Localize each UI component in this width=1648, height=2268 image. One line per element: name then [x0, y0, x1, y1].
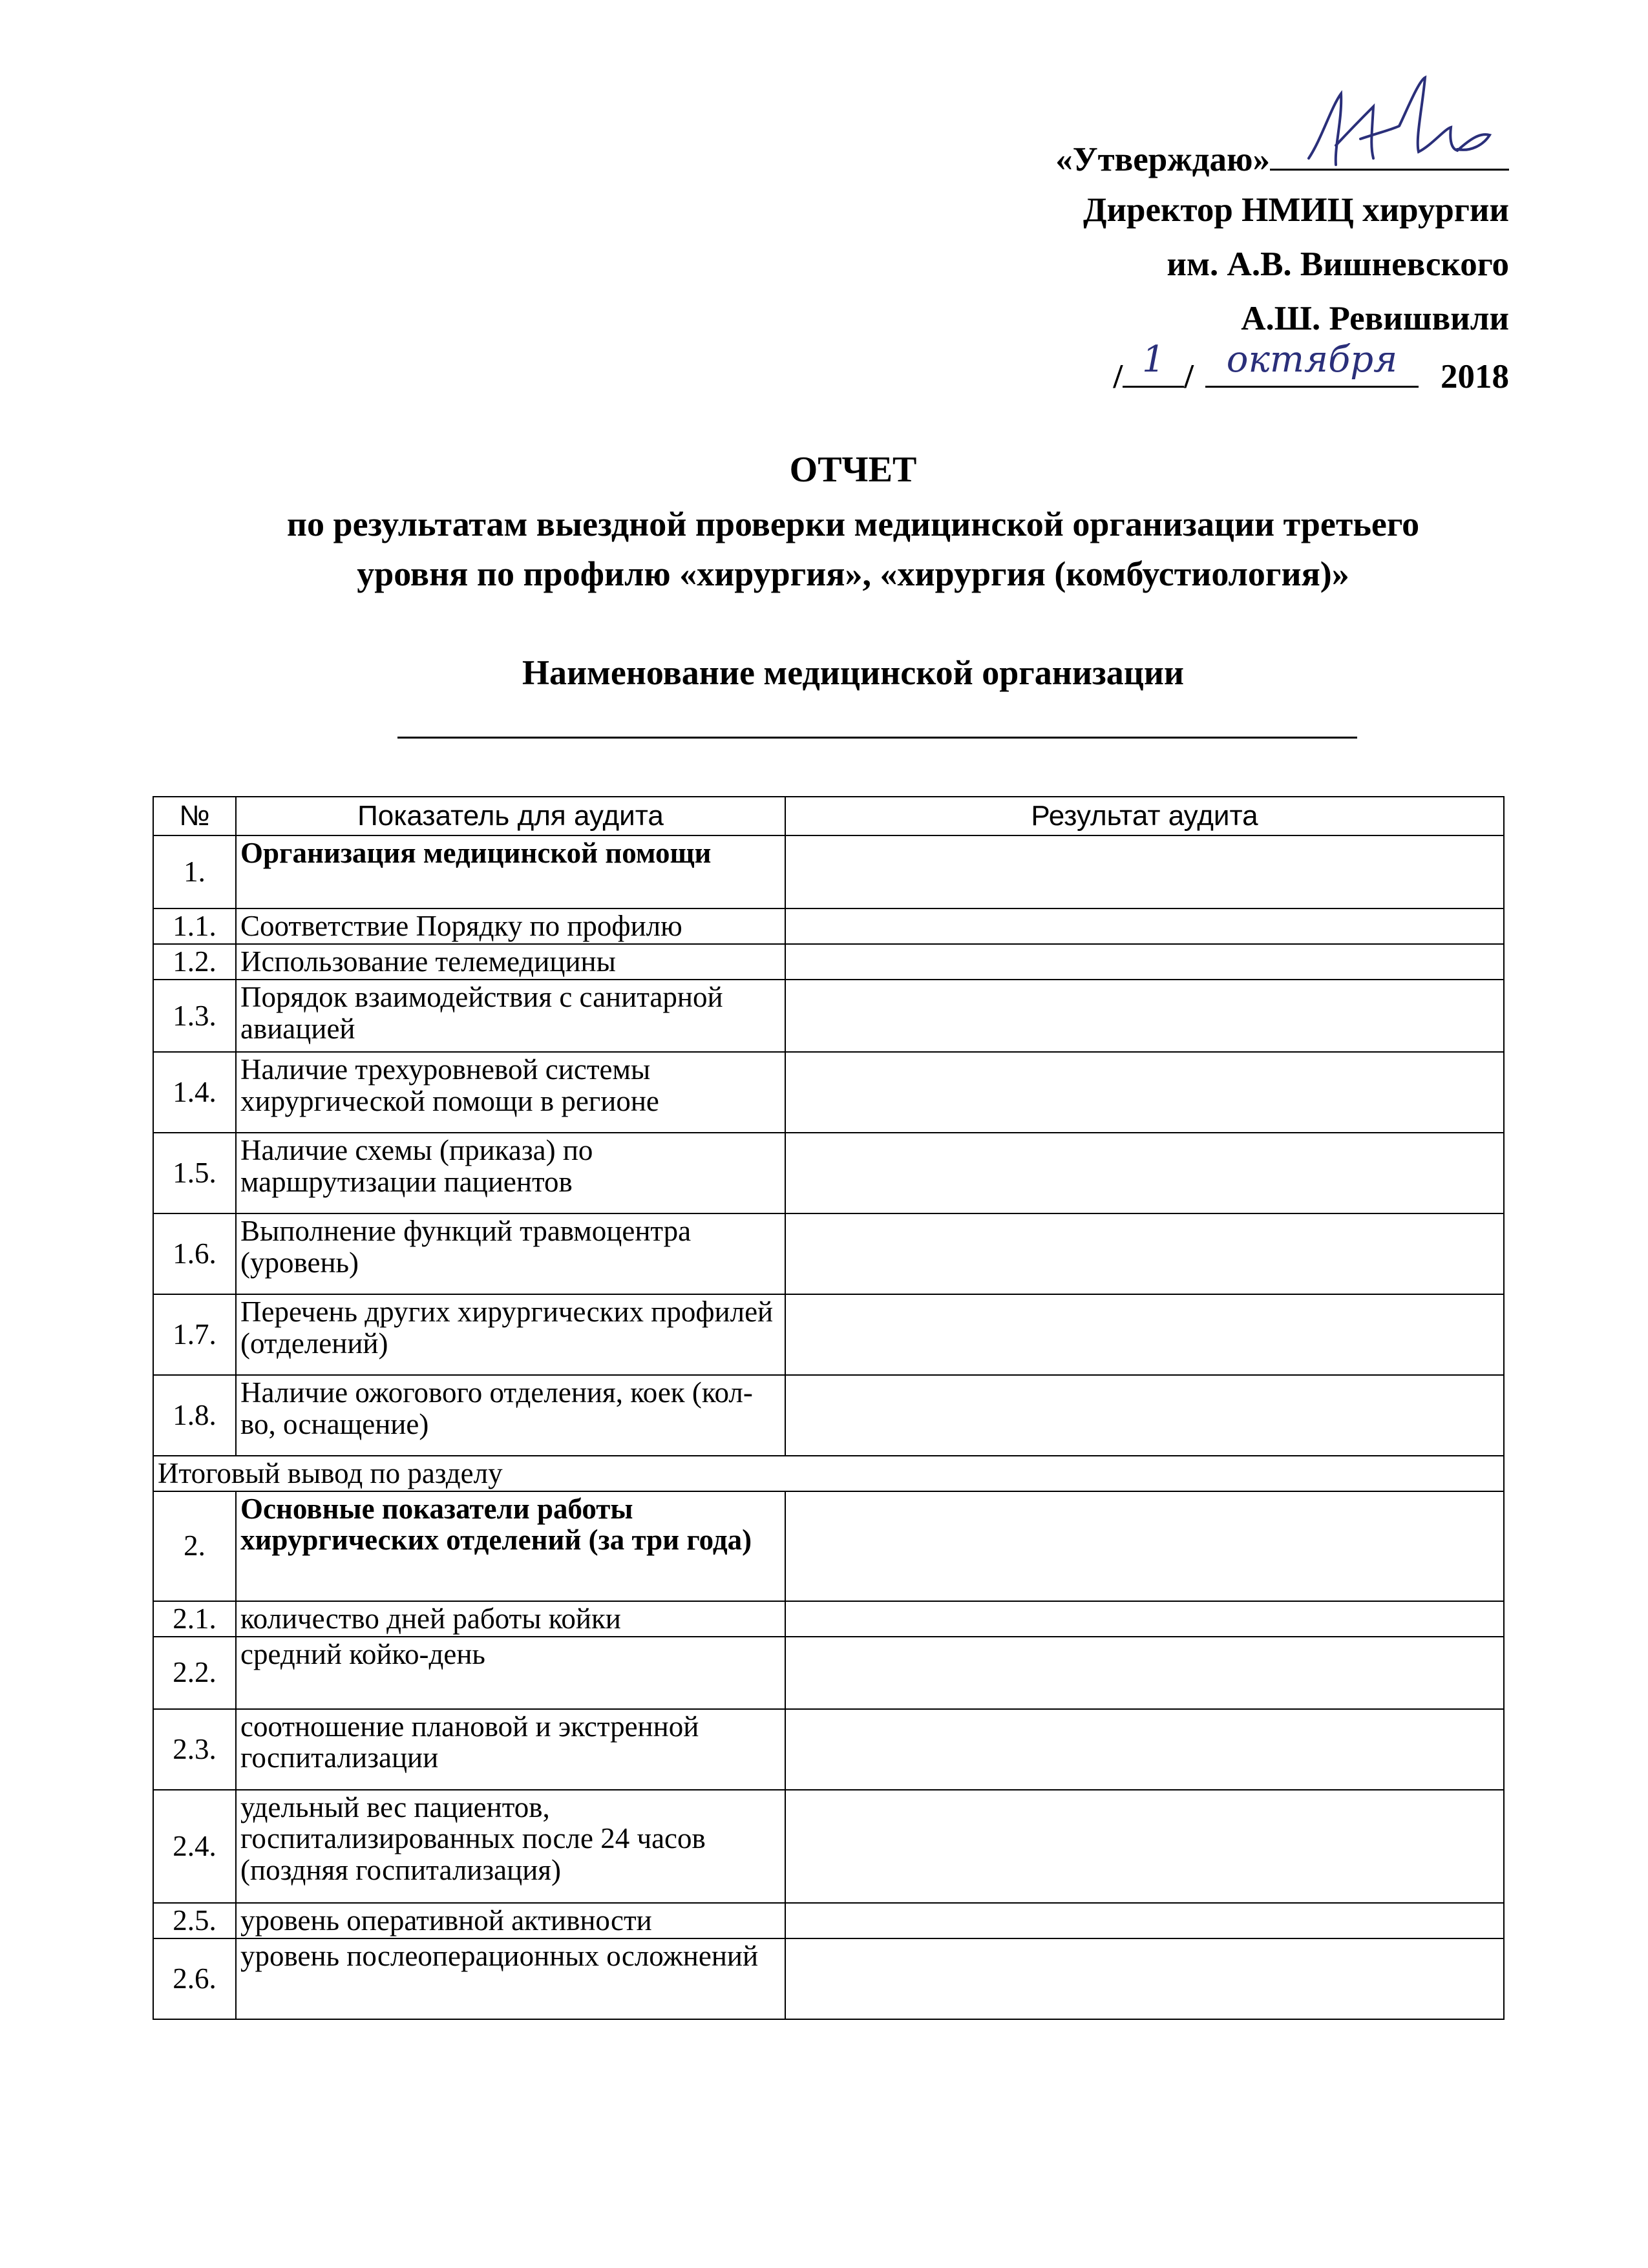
row-indicator: удельный вес пациентов, госпитализированных после 24 часов (поздняя госпитализация) — [236, 1790, 785, 1903]
row-result[interactable] — [785, 1903, 1504, 1938]
organization-name-field — [397, 737, 1357, 739]
table-row — [153, 1491, 1504, 1601]
director-line: Директор НМИЦ хирургии — [1083, 191, 1509, 229]
row-result[interactable] — [785, 1052, 1504, 1133]
row-indicator: средний койко-день — [236, 1637, 785, 1709]
table-row — [153, 1709, 1504, 1790]
row-result[interactable] — [785, 1938, 1504, 2019]
table-row — [153, 1790, 1504, 1903]
row-number: 2.4. — [153, 1790, 236, 1903]
row-indicator: Выполнение функций травмоцентра (уровень) — [236, 1213, 785, 1294]
table-row — [153, 1601, 1504, 1637]
row-result[interactable] — [785, 944, 1504, 980]
table-row — [153, 1133, 1504, 1213]
row-result[interactable] — [785, 1601, 1504, 1637]
row-number: 2.5. — [153, 1903, 236, 1938]
row-number: 1.6. — [153, 1213, 236, 1294]
row-number: 2. — [153, 1491, 236, 1601]
section-summary-row — [153, 1456, 1504, 1491]
row-result[interactable] — [785, 980, 1504, 1052]
name-line: А.Ш. Ревишвили — [1241, 300, 1509, 337]
signature-graphic — [1296, 68, 1503, 178]
report-subtitle-line-2: уровня по профилю «хирургия», «хирургия (комбустиология)» — [357, 554, 1349, 593]
table-row — [153, 1637, 1504, 1709]
row-indicator: Наличие ожогового отделения, коек (кол-во, оснащение) — [236, 1375, 785, 1456]
row-indicator: Использование телемедицины — [236, 944, 785, 980]
row-number: 1.3. — [153, 980, 236, 1052]
table-row — [153, 944, 1504, 980]
signature-line — [1270, 139, 1509, 171]
row-number: 1.4. — [153, 1052, 236, 1133]
row-number: 2.6. — [153, 1938, 236, 2019]
date-day: 1 — [1141, 339, 1165, 381]
row-result[interactable] — [785, 1133, 1504, 1213]
row-number: 2.2. — [153, 1637, 236, 1709]
report-subtitle-line-1: по результатам выездной проверки медицинской организации третьего — [286, 505, 1420, 543]
row-number: 1.8. — [153, 1375, 236, 1456]
row-result[interactable] — [785, 1213, 1504, 1294]
row-result[interactable] — [785, 908, 1504, 944]
row-indicator: Перечень других хирургических профилей (отделений) — [236, 1294, 785, 1375]
row-number: 1. — [153, 835, 236, 908]
row-result[interactable] — [785, 1294, 1504, 1375]
audit-table — [153, 796, 1505, 2020]
table-row — [153, 980, 1504, 1052]
table-row — [153, 1938, 1504, 2019]
row-indicator: уровень послеоперационных осложнений — [236, 1938, 785, 2019]
row-indicator: количество дней работы койки — [236, 1601, 785, 1637]
row-indicator: Наличие схемы (приказа) по маршрутизации пациентов — [236, 1133, 785, 1213]
table-row — [153, 1375, 1504, 1456]
table-header-row — [153, 797, 1504, 835]
row-number: 1.7. — [153, 1294, 236, 1375]
row-result[interactable] — [785, 1375, 1504, 1456]
organization-label: Наименование медицинской организации — [522, 653, 1185, 692]
row-number: 2.3. — [153, 1709, 236, 1790]
row-result[interactable] — [785, 1790, 1504, 1903]
institute-line: им. А.В. Вишневского — [1167, 246, 1509, 283]
date-line: / 1 / октября 2018 — [1113, 339, 1509, 395]
approve-line — [927, 139, 1509, 193]
row-result[interactable] — [785, 1709, 1504, 1790]
table-row — [153, 835, 1504, 908]
table-row — [153, 1294, 1504, 1375]
approve-label: «Утверждаю» — [1055, 141, 1270, 178]
table-row — [153, 1213, 1504, 1294]
row-result[interactable] — [785, 1637, 1504, 1709]
date-month: октября — [1226, 339, 1398, 381]
section-summary-label: Итоговый вывод по разделу — [153, 1456, 785, 1491]
table-row — [153, 908, 1504, 944]
row-indicator: Организация медицинской помощи — [236, 835, 785, 908]
row-number: 1.5. — [153, 1133, 236, 1213]
row-number: 1.2. — [153, 944, 236, 980]
row-indicator: Основные показатели работы хирургических отделений (за три года) — [236, 1491, 785, 1601]
row-result[interactable] — [785, 1491, 1504, 1601]
header-number: № — [153, 797, 236, 835]
table-row — [153, 1903, 1504, 1938]
row-indicator: Наличие трехуровневой системы хирургической помощи в регионе — [236, 1052, 785, 1133]
row-indicator: Соответствие Порядку по профилю — [236, 908, 785, 944]
date-year: 2018 — [1441, 358, 1509, 395]
approval-block — [927, 139, 1509, 410]
row-indicator: соотношение плановой и экстренной госпитализации — [236, 1709, 785, 1790]
header-result: Результат аудита — [785, 797, 1504, 835]
table-row — [153, 1052, 1504, 1133]
row-number: 1.1. — [153, 908, 236, 944]
date-month-field — [1205, 339, 1419, 388]
date-day-field — [1123, 339, 1184, 388]
row-result[interactable] — [785, 835, 1504, 908]
row-indicator: Порядок взаимодействия с санитарной авиацией — [236, 980, 785, 1052]
header-indicator: Показатель для аудита — [236, 797, 785, 835]
report-title: ОТЧЕТ — [789, 450, 917, 490]
row-indicator: уровень оперативной активности — [236, 1903, 785, 1938]
row-number: 2.1. — [153, 1601, 236, 1637]
section-summary-result[interactable] — [785, 1456, 1504, 1491]
